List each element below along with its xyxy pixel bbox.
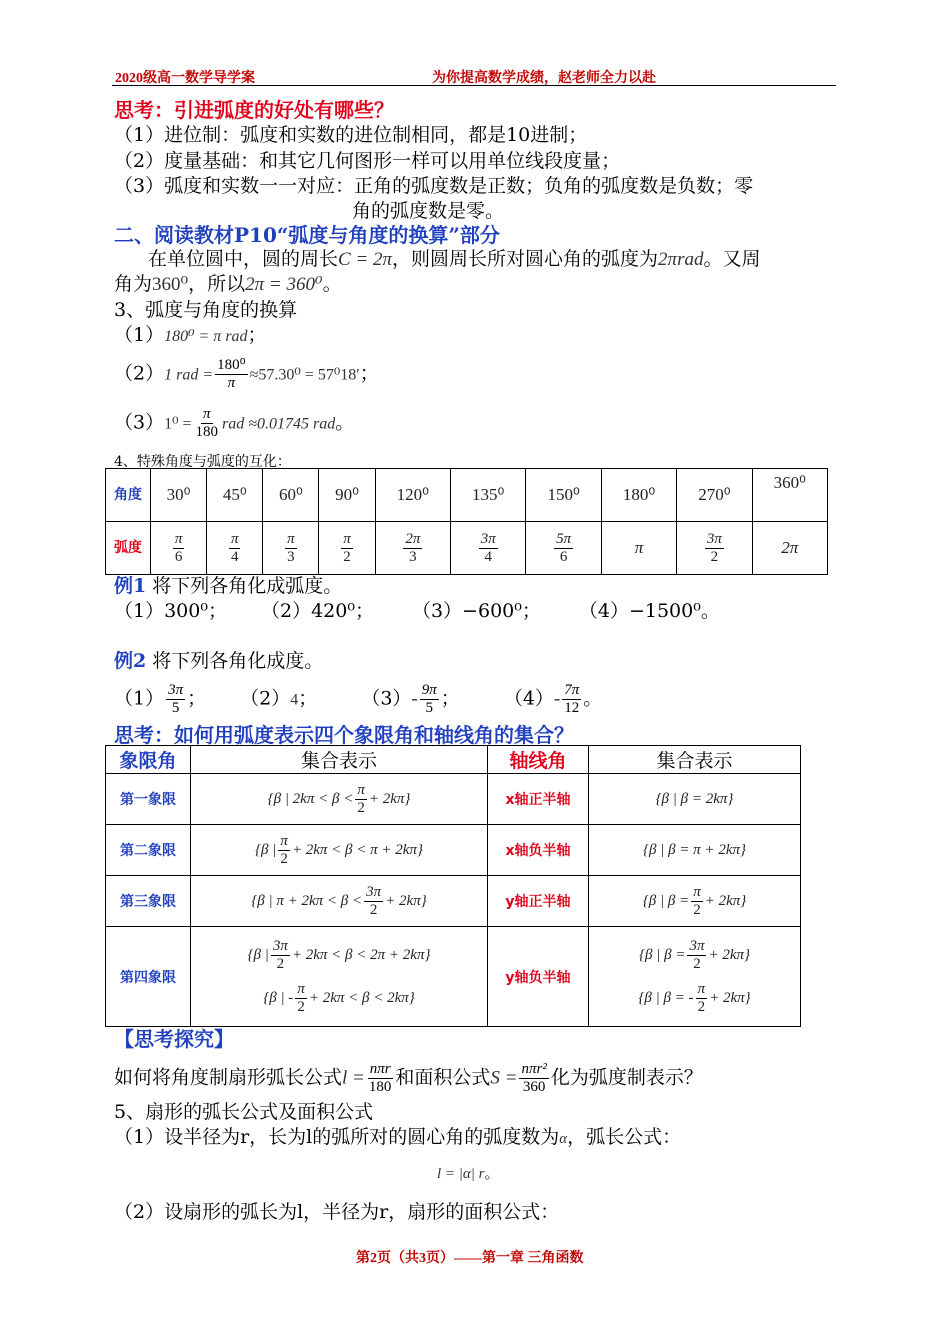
think1-item-2: （2）度量基础：和其它几何图形一样可以用单位线段度量；: [114, 150, 621, 172]
table-row: [106, 825, 801, 876]
section2-para-2: 角为360⁰，所以2π = 360⁰。: [114, 273, 342, 295]
axis-set: {β | β = 2kπ}: [589, 774, 801, 825]
axis-set: {β | β = $\frac{\pi}{2}$ + 2kπ}: [589, 876, 801, 927]
header-axis: 轴线角: [488, 746, 589, 774]
degree-cell: 120⁰: [375, 469, 450, 522]
conversion-1: （1）180⁰ = π rad；: [114, 324, 267, 346]
radian-cell: $\frac{5\pi}{6}$: [526, 522, 601, 575]
axis-set: {β | β = $\frac{3\pi}{2}$ + 2kπ} {β | β = - $\frac{\pi}{2}$ + 2kπ}: [589, 927, 801, 1027]
quadrant-set: {β | $\frac{3\pi}{2}$ + 2kπ < β < 2π + 2kπ} {β | - $\frac{\pi}{2}$ + 2kπ < β < 2kπ}: [191, 927, 488, 1027]
table-row: [106, 876, 801, 927]
degree-cell: 180⁰: [601, 469, 676, 522]
radian-cell: π: [601, 522, 676, 575]
header-left: 2020级高一数学导学案: [115, 71, 255, 86]
section5-title: 5、扇形的弧长公式及面积公式: [114, 1101, 374, 1123]
think1-item-1: （1）进位制：弧度和实数的进位制相同，都是10进制；: [114, 124, 588, 146]
angle-radian-table: [105, 468, 828, 575]
radian-cell: $\frac{\pi}{6}$: [151, 522, 207, 575]
axis-name: y轴正半轴: [488, 876, 589, 927]
section5-item-2: （2）设扇形的弧长为l，半径为r，扇形的面积公式：: [114, 1201, 560, 1223]
axis-name: x轴负半轴: [488, 825, 589, 876]
explore-question: 如何将角度制扇形弧长公式l = $\frac{\text{nπr}}{180}$ 和面积公式S = $\frac{\text{nπr²}}{360}$ 化为弧度制表示？: [114, 1061, 703, 1095]
header-quadrant: 象限角: [106, 746, 191, 774]
row-label-radian: 弧度: [106, 522, 151, 575]
axis-name: x轴正半轴: [488, 774, 589, 825]
section3-title: 3、弧度与角度的换算: [114, 299, 298, 321]
quadrant-set: {β | $\frac{\pi}{2}$ + 2kπ < β < π + 2kπ}: [191, 825, 488, 876]
axis-set: {β | β = π + 2kπ}: [589, 825, 801, 876]
row-label-degree: 角度: [106, 469, 151, 522]
section2-title: 二、阅读教材P10“弧度与角度的换算”部分: [114, 223, 500, 247]
radian-cell: $\frac{\pi}{4}$: [207, 522, 263, 575]
header-right: 为你提高数学成绩，赵老师全力以赴: [432, 71, 656, 86]
quadrant-set: {β | π + 2kπ < β < $\frac{3\pi}{2}$ + 2kπ}: [191, 876, 488, 927]
degree-cell: 135⁰: [451, 469, 526, 522]
quadrant-set: {β | 2kπ < β < $\frac{\pi}{2}$ + 2kπ}: [191, 774, 488, 825]
think2-title: 思考：如何用弧度表示四个象限角和轴线角的集合？: [114, 723, 574, 747]
think1-item-3: （3）弧度和实数一一对应：正角的弧度数是正数；负角的弧度数是负数；零: [114, 175, 754, 197]
explore-title: 【思考探究】: [114, 1027, 234, 1051]
degree-cell: 45⁰: [207, 469, 263, 522]
radian-cell: $\frac{3\pi}{2}$: [677, 522, 752, 575]
header-set-1: 集合表示: [191, 746, 488, 774]
degree-cell: 60⁰: [263, 469, 319, 522]
page-footer: 第2页（共3页）——第一章 三角函数: [356, 1251, 584, 1266]
radian-cell: $\frac{\pi}{3}$: [263, 522, 319, 575]
radian-row: [106, 522, 828, 575]
quadrant-table: [105, 745, 801, 1027]
conversion-2: （2）1 rad = $\frac{\text{180⁰}}{\pi}$ ≈57.30⁰ = 57⁰18′；: [114, 357, 379, 391]
radian-cell: $\frac{2\pi}{3}$: [375, 522, 450, 575]
example2-items: （1） $\frac{3\pi}{5}$ ； （2）4； （3）- $\frac{9\pi}{5}$ ； （4）- $\frac{7\pi}{12}$ 。: [114, 682, 603, 716]
degree-row: [106, 469, 828, 522]
section2-para-1: 在单位圆中，圆的周长C = 2π，则圆周长所对圆心角的弧度为2πrad。又周: [148, 248, 761, 270]
header-rule: [112, 85, 836, 86]
radian-cell: 2π: [752, 522, 827, 575]
degree-cell: 30⁰: [151, 469, 207, 522]
example2-heading: 例2 将下列各角化成度。: [114, 650, 324, 672]
table-row: [106, 927, 801, 1027]
quadrant-name: 第二象限: [106, 825, 191, 876]
quadrant-name: 第四象限: [106, 927, 191, 1027]
radian-cell: $\frac{\pi}{2}$: [319, 522, 375, 575]
example1-heading: 例1 将下列各角化成弧度。: [114, 575, 343, 597]
quadrant-name: 第一象限: [106, 774, 191, 825]
quadrant-name: 第三象限: [106, 876, 191, 927]
axis-name: y轴负半轴: [488, 927, 589, 1027]
degree-cell: 360⁰: [752, 469, 827, 522]
header-set-2: 集合表示: [589, 746, 801, 774]
degree-cell: 270⁰: [677, 469, 752, 522]
section4-title: 4、特殊角度与弧度的互化：: [114, 454, 291, 470]
conversion-3: （3）1⁰ = $\frac{\pi}{180}$ rad ≈0.01745 rad。: [114, 406, 355, 440]
example1-items: （1）300⁰； （2）420⁰； （3）−600⁰； （4）−1500⁰。: [114, 600, 720, 622]
degree-cell: 90⁰: [319, 469, 375, 522]
think1-item-3-cont: 角的弧度数是零。: [352, 200, 505, 222]
table-row: [106, 774, 801, 825]
quadrant-table-header: [106, 746, 801, 774]
arc-length-formula: l = |α| r。: [437, 1164, 500, 1182]
radian-cell: $\frac{3\pi}{4}$: [451, 522, 526, 575]
section5-item-1: （1）设半径为r，长为l的弧所对的圆心角的弧度数为α，弧长公式：: [114, 1126, 682, 1148]
degree-cell: 150⁰: [526, 469, 601, 522]
think1-title: 思考：引进弧度的好处有哪些？: [114, 98, 394, 122]
